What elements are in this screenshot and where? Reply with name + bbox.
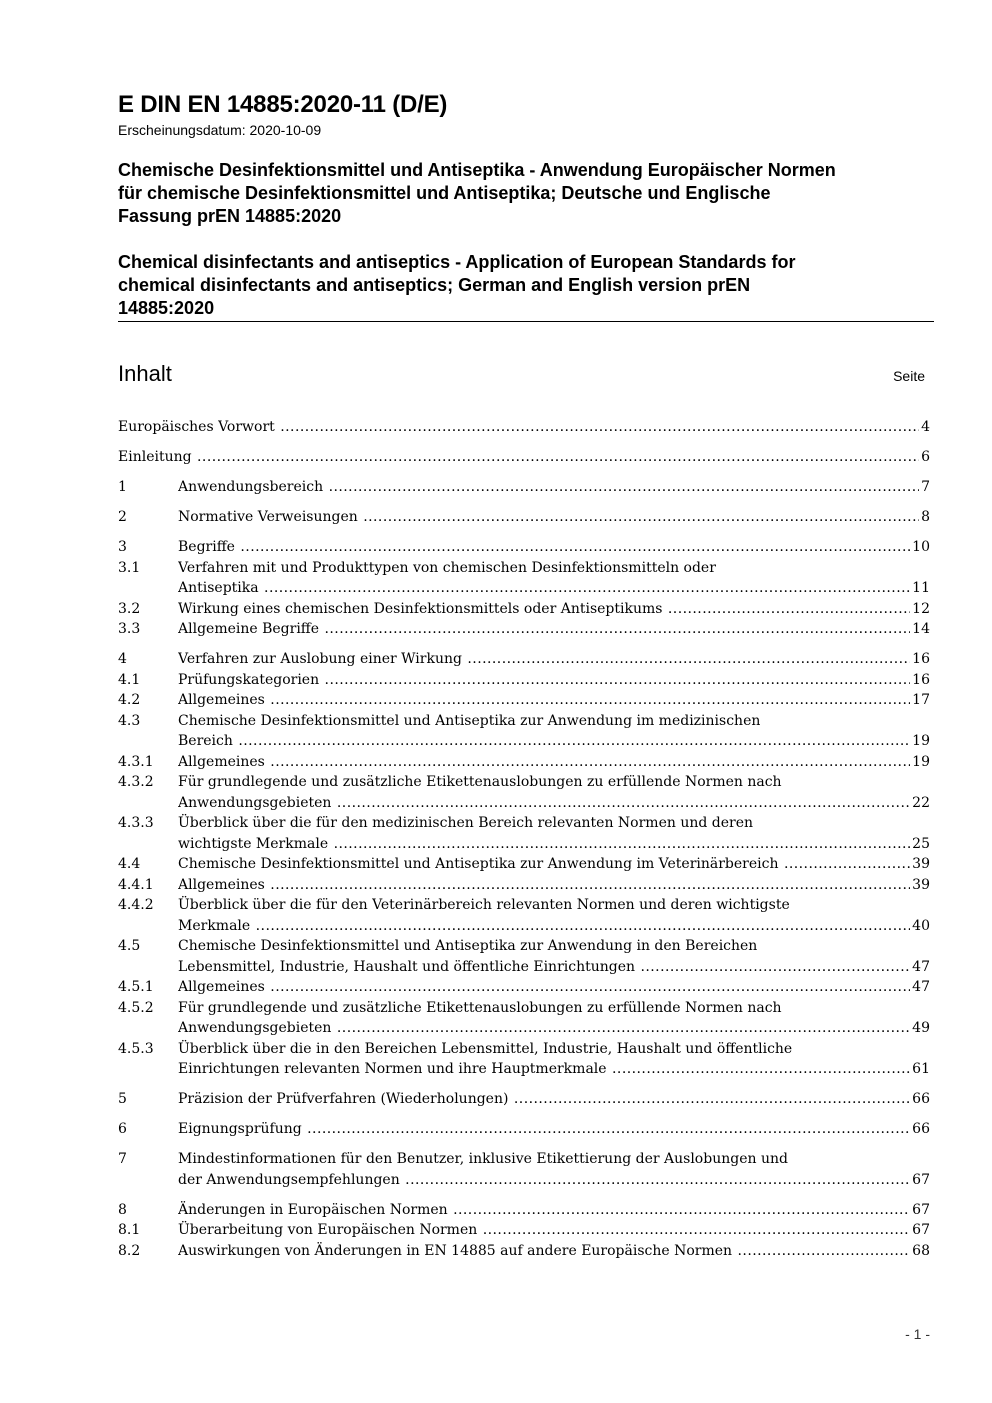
toc-entry-number: 4 bbox=[118, 651, 127, 667]
toc-entry-title bbox=[178, 711, 930, 752]
toc-entry-leader-line bbox=[178, 507, 930, 528]
toc-entry-title bbox=[178, 875, 930, 896]
toc-entry-page: 40 bbox=[910, 916, 930, 937]
toc-entry-number: 4.3.3 bbox=[118, 815, 154, 831]
toc-entry-number: 4.5.3 bbox=[118, 1040, 154, 1057]
title-english-line: 14885:2020 bbox=[118, 298, 215, 318]
toc-entry-title bbox=[178, 1220, 930, 1241]
toc-entry-title-line: Verfahren mit und Produkttypen von chemischen Desinfektionsmitteln oder bbox=[178, 559, 716, 576]
toc-entry-leader-line bbox=[178, 1200, 930, 1221]
toc-entry-page: 16 bbox=[910, 670, 930, 691]
toc-entry-title bbox=[178, 772, 930, 813]
toc-entry-number: 4.5.2 bbox=[118, 999, 154, 1016]
toc-entry-title-text: Einleitung bbox=[118, 449, 195, 465]
toc-entry-number: 6 bbox=[118, 1121, 127, 1137]
toc-entry-leader-line bbox=[178, 916, 930, 937]
toc-entry-number: 5 bbox=[118, 1091, 127, 1107]
title-english-line: chemical disinfectants and antiseptics; German and English version prEN bbox=[118, 275, 751, 295]
toc-entry-leader-line bbox=[178, 1170, 930, 1191]
toc-entry-title-text: Bereich bbox=[178, 733, 236, 749]
toc-entry-page: 25 bbox=[910, 834, 930, 855]
toc-entry[interactable] bbox=[118, 1119, 930, 1140]
toc-entry-leader-line bbox=[178, 1089, 930, 1110]
toc-entry-leader-line bbox=[178, 599, 930, 620]
toc-entry-title-text: Überarbeitung von Europäischen Normen bbox=[178, 1222, 480, 1238]
toc-entry[interactable] bbox=[118, 1200, 930, 1221]
toc-entry-title-text: Lebensmittel, Industrie, Haushalt und öffentliche Einrichtungen bbox=[178, 959, 638, 975]
header-divider bbox=[118, 321, 934, 322]
toc-entry-title bbox=[178, 558, 930, 599]
toc-entry-title bbox=[178, 537, 930, 558]
toc-entry-leader-line bbox=[178, 834, 930, 855]
toc-entry[interactable] bbox=[118, 752, 930, 773]
toc-entry-page: 4 bbox=[919, 417, 930, 438]
toc-entry-title bbox=[178, 977, 930, 998]
toc-entry[interactable] bbox=[118, 895, 930, 936]
toc-entry-title-text: der Anwendungsempfehlungen bbox=[178, 1172, 403, 1188]
toc-entry-page: 17 bbox=[910, 690, 930, 711]
toc-entry-title-text: Allgemeine Begriffe bbox=[178, 621, 322, 637]
toc-entry-number: 3.3 bbox=[118, 621, 141, 637]
toc-entry-title-text: Normative Verweisungen bbox=[178, 509, 361, 525]
toc-entry-title-line: Chemische Desinfektionsmittel und Antiseptika zur Anwendung im medizinischen bbox=[178, 712, 761, 729]
toc-entry-number: 4.2 bbox=[118, 692, 141, 708]
toc-heading: Inhalt bbox=[118, 361, 172, 386]
toc-entry-title-text: Anwendungsgebieten bbox=[178, 1020, 334, 1036]
toc-entry-leader-line bbox=[178, 1220, 930, 1241]
toc-entry[interactable] bbox=[118, 875, 930, 896]
toc-entry-leader-line bbox=[178, 670, 930, 691]
toc-entry-page: 47 bbox=[910, 957, 930, 978]
toc-entry-title-text: Wirkung eines chemischen Desinfektionsmittels oder Antiseptikums bbox=[178, 601, 665, 617]
toc-entry-title bbox=[178, 813, 930, 854]
toc-entry-title-text: Anwendungsgebieten bbox=[178, 795, 334, 811]
toc-entry-leader-line bbox=[178, 752, 930, 773]
toc-entry[interactable] bbox=[118, 649, 930, 670]
toc-entry[interactable] bbox=[118, 417, 930, 438]
toc-entry-leader-line bbox=[178, 477, 930, 498]
toc-entry[interactable] bbox=[118, 977, 930, 998]
toc-entry[interactable] bbox=[118, 1220, 930, 1241]
toc-entry-number: 4.4.1 bbox=[118, 876, 154, 893]
toc-entry-number: 3.2 bbox=[118, 600, 141, 617]
toc-entry-page: 67 bbox=[910, 1200, 930, 1221]
toc-entry-title bbox=[178, 1119, 930, 1140]
toc-entry-leader-line bbox=[178, 619, 930, 640]
toc-entry-title bbox=[118, 417, 930, 438]
toc-entry-number: 4.3 bbox=[118, 712, 141, 729]
toc-entry[interactable] bbox=[118, 477, 930, 498]
toc-entry-title-text: wichtigste Merkmale bbox=[178, 836, 331, 852]
toc-entry-number: 4.4 bbox=[118, 856, 141, 872]
toc-entry-number: 4.3.2 bbox=[118, 774, 154, 790]
toc-entry-title-text: Antiseptika bbox=[178, 580, 262, 596]
toc-entry-title bbox=[178, 619, 930, 640]
toc-entry[interactable] bbox=[118, 690, 930, 711]
toc-entry-page: 14 bbox=[910, 619, 930, 640]
toc-entry-number: 8 bbox=[118, 1201, 127, 1218]
toc-entry-title-text: Allgemeines bbox=[178, 877, 268, 893]
table-of-contents bbox=[118, 417, 930, 1261]
toc-entry-page: 19 bbox=[910, 752, 930, 773]
toc-entry-page: 6 bbox=[919, 447, 930, 468]
toc-entry-leader-line bbox=[178, 649, 930, 670]
toc-entry-number: 4.5 bbox=[118, 938, 141, 954]
title-german-line: für chemische Desinfektionsmittel und Antiseptika; Deutsche und Englische bbox=[118, 183, 771, 203]
toc-entry-leader-line bbox=[178, 854, 930, 875]
toc-entry-title bbox=[178, 477, 930, 498]
title-german-line: Chemische Desinfektionsmittel und Antiseptika - Anwendung Europäischer Normen bbox=[118, 160, 836, 180]
toc-entry-title-text: Chemische Desinfektionsmittel und Antiseptika zur Anwendung im Veterinärbereich bbox=[178, 856, 782, 872]
toc-entry-number: 4.4.2 bbox=[118, 897, 154, 913]
page-number: - 1 - bbox=[905, 1326, 930, 1342]
document-title: E DIN EN 14885:2020-11 (D/E) bbox=[118, 91, 448, 118]
toc-entry-number: 4.1 bbox=[118, 671, 141, 688]
toc-entry-leader-line bbox=[178, 690, 930, 711]
toc-entry-title-line: Überblick über die für den Veterinärbereich relevanten Normen und deren wichtigste bbox=[178, 897, 790, 913]
toc-entry-title-text: Eignungsprüfung bbox=[178, 1121, 305, 1137]
toc-entry-title bbox=[178, 895, 930, 936]
toc-entry-title-text: Prüfungskategorien bbox=[178, 672, 322, 688]
toc-entry[interactable] bbox=[118, 1149, 930, 1190]
toc-entry-number: 4.5.1 bbox=[118, 979, 154, 995]
toc-entry-page: 49 bbox=[910, 1018, 930, 1039]
toc-entry-title-text: Änderungen in Europäischen Normen bbox=[178, 1202, 451, 1218]
toc-entry-title-text: Allgemeines bbox=[178, 692, 268, 708]
toc-entry-page: 19 bbox=[910, 731, 930, 752]
toc-entry-number: 1 bbox=[118, 479, 127, 495]
toc-entry-number: 8.1 bbox=[118, 1222, 141, 1238]
toc-entry-title-line: Für grundlegende und zusätzliche Etikettenauslobungen zu erfüllende Normen nach bbox=[178, 999, 782, 1016]
toc-entry-title-text: Allgemeines bbox=[178, 754, 268, 770]
title-english-line: Chemical disinfectants and antiseptics - Application of European Standards for bbox=[118, 252, 796, 272]
toc-entry[interactable] bbox=[118, 447, 930, 468]
toc-entry-title bbox=[178, 1200, 930, 1221]
toc-entry-page: 11 bbox=[910, 578, 930, 599]
toc-entry-number: 3 bbox=[118, 539, 127, 555]
toc-entry-title bbox=[178, 1089, 930, 1110]
publication-date: Erscheinungsdatum: 2020-10-09 bbox=[118, 122, 322, 138]
toc-entry-leader-line bbox=[178, 578, 930, 599]
toc-entry-title bbox=[178, 1039, 930, 1080]
toc-entry[interactable] bbox=[118, 558, 930, 599]
toc-entry-title-text: Europäisches Vorwort bbox=[118, 419, 278, 435]
toc-entry-number: 3.1 bbox=[118, 559, 141, 576]
toc-entry-leader-line bbox=[178, 1018, 930, 1039]
toc-entry-title bbox=[178, 1241, 930, 1262]
toc-entry-title-text: Allgemeines bbox=[178, 979, 268, 995]
toc-entry-title bbox=[178, 936, 930, 977]
toc-entry[interactable] bbox=[118, 772, 930, 813]
toc-entry-page: 68 bbox=[910, 1241, 930, 1262]
toc-entry-title-line: Überblick über die für den medizinischen Bereich relevanten Normen und deren bbox=[178, 815, 754, 831]
title-english bbox=[118, 251, 928, 320]
toc-entry-title-text: Begriffe bbox=[178, 539, 238, 555]
toc-entry-title bbox=[178, 670, 930, 691]
toc-entry-number: 4.3.1 bbox=[118, 753, 154, 770]
toc-entry-title bbox=[178, 1149, 930, 1190]
toc-entry[interactable] bbox=[118, 854, 930, 875]
toc-entry-title-line: Chemische Desinfektionsmittel und Antiseptika zur Anwendung in den Bereichen bbox=[178, 938, 758, 954]
toc-entry[interactable] bbox=[118, 711, 930, 752]
toc-entry-number: 8.2 bbox=[118, 1242, 141, 1259]
toc-entry[interactable] bbox=[118, 670, 930, 691]
toc-entry-title bbox=[178, 599, 930, 620]
toc-entry-title-line: Überblick über die in den Bereichen Lebensmittel, Industrie, Haushalt und öffentliche bbox=[178, 1040, 793, 1057]
toc-entry-leader-line bbox=[178, 793, 930, 814]
title-german bbox=[118, 159, 928, 228]
toc-entry-page: 16 bbox=[910, 649, 930, 670]
toc-entry-page: 39 bbox=[910, 875, 930, 896]
toc-entry-title-text: Verfahren zur Auslobung einer Wirkung bbox=[178, 651, 465, 667]
toc-entry-leader-line bbox=[178, 875, 930, 896]
toc-entry-title-line: Für grundlegende und zusätzliche Etikettenauslobungen zu erfüllende Normen nach bbox=[178, 774, 782, 790]
toc-entry-leader-line bbox=[178, 537, 930, 558]
toc-entry-title bbox=[118, 447, 930, 468]
toc-entry-title bbox=[178, 998, 930, 1039]
toc-page-column-heading: Seite bbox=[893, 368, 925, 384]
toc-entry[interactable] bbox=[118, 813, 930, 854]
toc-entry-title bbox=[178, 690, 930, 711]
toc-entry[interactable] bbox=[118, 599, 930, 620]
toc-entry-page: 10 bbox=[910, 537, 930, 558]
toc-entry-page: 67 bbox=[910, 1170, 930, 1191]
toc-entry[interactable] bbox=[118, 936, 930, 977]
toc-entry[interactable] bbox=[118, 1089, 930, 1110]
toc-entry-title-text: Auswirkungen von Änderungen in EN 14885 auf andere Europäische Normen bbox=[178, 1243, 735, 1259]
toc-entry-title-line: Mindestinformationen für den Benutzer, inklusive Etikettierung der Auslobungen und bbox=[178, 1151, 788, 1167]
toc-entry[interactable] bbox=[118, 507, 930, 528]
toc-entry-page: 12 bbox=[910, 599, 930, 620]
toc-entry[interactable] bbox=[118, 537, 930, 558]
toc-entry-page: 61 bbox=[910, 1059, 930, 1080]
toc-entry-leader-line bbox=[178, 957, 930, 978]
toc-entry-leader-line bbox=[178, 977, 930, 998]
toc-entry-title-text: Einrichtungen relevanten Normen und ihre Hauptmerkmale bbox=[178, 1061, 610, 1077]
toc-entry-title bbox=[178, 507, 930, 528]
toc-entry[interactable] bbox=[118, 998, 930, 1039]
toc-entry-leader-line bbox=[178, 1119, 930, 1140]
toc-entry-page: 22 bbox=[910, 793, 930, 814]
toc-entry-number: 7 bbox=[118, 1151, 127, 1167]
toc-entry-page: 67 bbox=[910, 1220, 930, 1241]
toc-entry-page: 66 bbox=[910, 1119, 930, 1140]
title-german-line: Fassung prEN 14885:2020 bbox=[118, 206, 342, 226]
toc-entry[interactable] bbox=[118, 619, 930, 640]
toc-entry[interactable] bbox=[118, 1241, 930, 1262]
toc-entry-title-text: Anwendungsbereich bbox=[178, 479, 326, 495]
toc-entry-leader-line bbox=[178, 1241, 930, 1262]
toc-entry-page: 8 bbox=[919, 507, 930, 528]
toc-entry-page: 66 bbox=[910, 1089, 930, 1110]
toc-entry-title-text: Präzision der Prüfverfahren (Wiederholungen) bbox=[178, 1091, 511, 1107]
toc-entry-page: 7 bbox=[919, 477, 930, 498]
toc-entry-leader-line bbox=[118, 447, 930, 468]
toc-entry-title bbox=[178, 854, 930, 875]
toc-entry-leader-line bbox=[178, 1059, 930, 1080]
toc-entry-leader-line bbox=[178, 731, 930, 752]
toc-entry-title-text: Merkmale bbox=[178, 918, 253, 934]
toc-entry-page: 47 bbox=[910, 977, 930, 998]
toc-entry-page: 39 bbox=[910, 854, 930, 875]
toc-entry[interactable] bbox=[118, 1039, 930, 1080]
toc-entry-title bbox=[178, 752, 930, 773]
toc-entry-leader-line bbox=[118, 417, 930, 438]
toc-entry-number: 2 bbox=[118, 509, 127, 525]
toc-entry-title bbox=[178, 649, 930, 670]
